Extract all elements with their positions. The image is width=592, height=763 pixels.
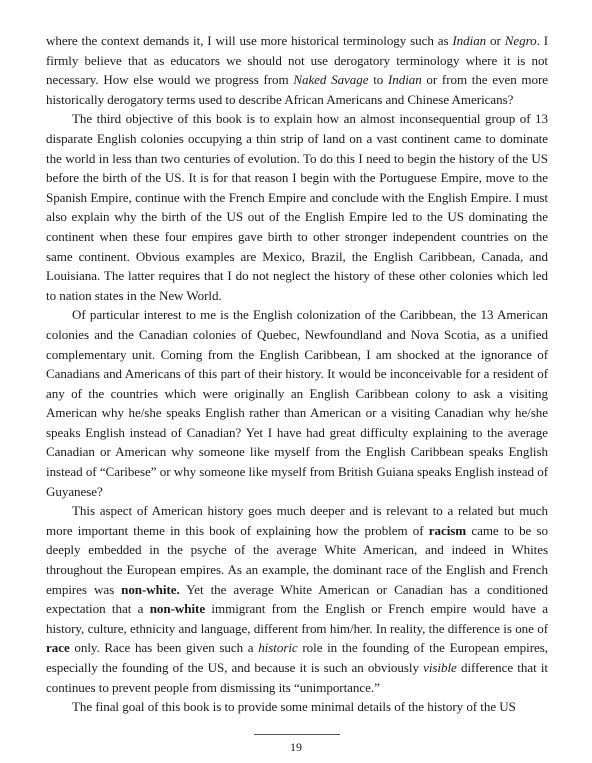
bold-term: non-white [149,601,206,617]
italic-term: Indian [387,72,422,88]
text-run: The third objective of this book is to explain how an almost inconsequential group of 13 disparate English colonies occupying a thin strip of land on a vast continent came to dominate the world in less than two centuries of evolution. To do this I need to begin the history of the US before the birth of the US. It is for that reason I begin with the Portuguese Empire, move to the Spanish Empire, continue with the French Empire and conclude with the English Empire. I must also explain why the birth of the US out of the English Empire led to the US dominating the continent when these four empires gave birth to other stronger independent countries on the same continent. Obvious examples are Mexico, Brazil, the English Caribbean, Canada, and Louisiana. The latter requires that I do not neglect the history of these other colonies which led to nation states in the New World. [46,111,548,303]
footer-rule [254,734,340,735]
text-run: only. Race has been given such a [69,640,259,656]
paragraph-5 [46,697,548,717]
italic-term: visible [423,660,457,675]
paragraph-2 [46,109,548,305]
italic-term: historic [258,640,298,656]
page-number: 19 [290,740,302,754]
page-body [46,31,548,717]
text-run: . I firmly believe that as educators we should not use derogatory terminology where it is not necessary. How else would we progress from [46,33,548,88]
text-run: role in the founding of the European empires, especially the founding of the US, and because it is such an obviously [46,640,549,675]
paragraph-4 [46,501,548,697]
text-run: where the context demands it, I will use more historical terminology such as [46,33,453,48]
text-run: This aspect of American history goes much deeper and is relevant to a related but much more important theme in this book of explaining how the problem of [46,503,548,538]
text-run: or from the even more historically derogatory terms used to describe African Americans and Chinese Americans? [46,72,548,107]
paragraph-1 [46,31,548,109]
text-run: or [486,33,505,48]
text-run: came to be so deeply embedded in the psyche of the average White American, and indeed in Whites throughout the European empires. As an example, the dominant race of the English and French empires was [46,522,548,597]
text-run: Yet the average White American or Canadian has a conditioned expectation that a [46,581,549,617]
bold-term: race [46,640,70,656]
italic-term: Naked Savage [293,72,369,88]
bold-term: racism [428,522,467,538]
italic-term: Indian [452,33,487,48]
text-run: The final goal of this book is to provide some minimal details of the history of the US [72,699,516,715]
bold-term: non-white. [121,581,180,597]
text-run: Of particular interest to me is the English colonization of the Caribbean, the 13 American colonies and the Canadian colonies of Quebec, Newfoundland and Nova Scotia, as a unified complementary unit. Coming from the English Caribbean, I am shocked at the ignorance of Canadians and Americans of this part of their history. It would be inconceivable for a resident of any of the countries which were originally an English Caribbean colony to ask a visiting American why he/she speaks English rather than American or a visiting Canadian why he/she speaks English instead of Canadian? Yet I have had great difficulty explaining to the average Canadian or American why someone like myself from the English Caribbean speaks English instead of “Caribese” or why someone like myself from British Guiana speaks English instead of Guyanese? [46,307,548,499]
italic-term: Negro [504,33,537,48]
text-run: to [368,72,388,88]
text-run: difference that it continues to prevent people from dismissing its “unimportance.” [46,660,548,695]
text-run: immigrant from the English or French empire would have a history, culture, ethnicity and language, different from him/her. In reality, the difference is one of [46,601,548,636]
paragraph-3 [46,305,548,501]
